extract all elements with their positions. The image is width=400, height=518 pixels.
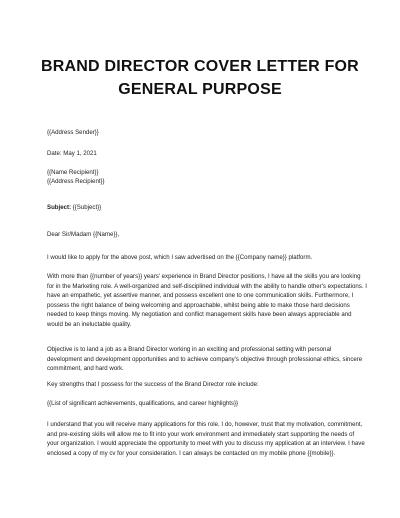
subject-line <box>47 203 101 212</box>
recipient-name: {{Name Recipient}} <box>47 169 99 176</box>
paragraph-experience: With more than {{number of years}} years' experience in Brand Director positions, I have all the skills you are looking for in the Marketing role. A well-organized and self-disciplined individual with the ability to handle other's expectations. I have an empathetic, yet assertive manner, and possess excellent one to one communication skills. Furthermore, I possess the right balance of being welcoming and approachable, whilst being able to make those hard decisions needed to keep things moving. My negotiation and conflict management skills have been always appreciable and would be an ineluctable quality. <box>47 273 367 328</box>
salutation: Dear Sir/Madam {{Name}}, <box>47 231 120 238</box>
document-title-line-2: GENERAL PURPOSE <box>118 81 282 98</box>
letter-date: Date: May 1, 2021 <box>47 150 97 157</box>
subject-value: {{Subject}} <box>71 204 102 211</box>
paragraph-objective: Objective is to land a job as a Brand Director working in an exciting and professional setting with personal development and development opportunities and to achieve company's objective through professional ethics, sincere commitment, and hard work. <box>47 346 363 373</box>
document-title-line-1: BRAND DIRECTOR COVER LETTER FOR <box>41 58 359 75</box>
recipient-address: {{Address Recipient}} <box>47 178 105 185</box>
paragraph-achievements: {{List of significant achievements, qualifications, and career highlights}} <box>47 400 239 407</box>
paragraph-closing: I understand that you will receive many applications for this role. I do, however, trust that my motivation, commitment, and pre-existing skills will allow me to fit into your work environment and immediately start supporting the needs of your organization. I would appreciate the opportunity to meet with you to discuss my application at an interview. I have enclosed a copy of my cv for your consideration. I can always be contacted on my mobile phone {{mobile}}. <box>47 421 365 457</box>
sender-address: {{Address Sender}} <box>47 129 99 136</box>
subject-label: Subject: <box>47 204 72 211</box>
paragraph-key-strengths: Key strengths that I possess for the success of the Brand Director role include: <box>47 381 259 388</box>
paragraph-intro: I would like to apply for the above post, which I saw advertised on the {{Company name}} platform. <box>47 254 313 261</box>
